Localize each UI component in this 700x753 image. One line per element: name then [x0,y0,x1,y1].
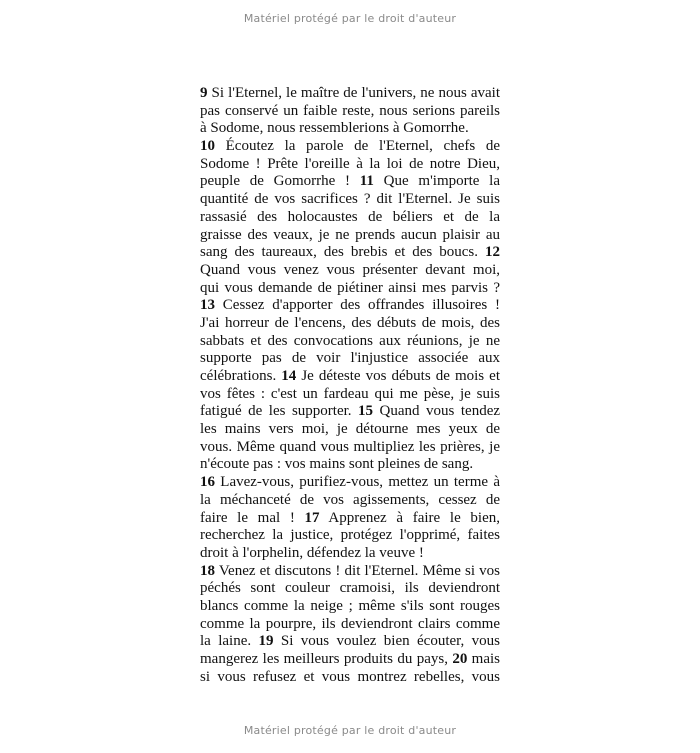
text-line [200,173,500,191]
text-line [200,103,500,121]
verse-text: à Sodome, nous ressemblerions à Gomorrhe. [200,120,469,137]
text-line [200,403,500,421]
verse-text: qui vous demande de piétiner ainsi mes parvis ? [200,279,500,296]
verse-text: Que m'importe la [373,173,500,190]
verse-text: célébrations. [200,368,282,384]
verse-text: Si vous voulez bien écouter, vous [273,633,501,650]
verse-text: la laine. [200,633,259,650]
verse-text: vous. Même quand vous multipliez les prières, je [200,438,500,455]
verse-text: Lavez-vous, purifiez-vous, mettez un terme à [215,474,500,491]
page-body-text [200,85,500,686]
verse-text: Je déteste vos débuts de mois et [296,368,501,384]
verse-text: si vous refusez et vous montrez rebelles, vous [200,668,500,685]
verse-text: Quand vous venez vous présenter devant moi, [200,261,500,278]
verse-text: Apprenez à faire le bien, [319,509,500,526]
text-line [200,368,500,386]
verse-text: sabbats et des convocations aux réunions, je ne [200,332,500,349]
text-line [200,651,500,669]
text-line [200,297,500,315]
text-line [200,315,500,333]
verse-text: quantité de vos sacrifices ? dit l'Eternel. Je suis [200,191,500,208]
verse-text: rassasié des holocaustes de béliers et de la [200,208,500,225]
verse-text: mangerez les meilleurs produits du pays, [200,651,453,667]
verse-text: graisse des veaux, je ne prends aucun plaisir au [200,226,500,243]
verse-number: 17 [304,509,320,526]
verse-text: Venez et discutons ! dit l'Eternel. Même si vos [215,562,500,579]
verse-text: Sodome ! Prête l'oreille à la loi de notre Dieu, [200,155,500,172]
text-line [200,85,500,103]
verse-number: 18 [200,562,215,579]
verse-text: faire le mal ! [200,509,305,526]
verse-text: les mains vers moi, je détourne mes yeux de [200,421,500,438]
text-line [200,156,500,174]
verse-number: 19 [258,633,274,650]
verse-number: 9 [200,85,208,101]
verse-number: 15 [358,403,374,420]
text-line [200,580,500,598]
text-line [200,616,500,634]
text-line [200,138,500,156]
verse-number: 20 [452,651,468,667]
verse-text: droit à l'orphelin, défendez la veuve ! [200,544,424,561]
text-line [200,386,500,404]
verse-number: 10 [200,138,215,155]
verse-text: mais [467,651,500,667]
verse-text: Si l'Eternel, le maître de l'univers, ne nous avait [207,85,500,101]
text-line [200,262,500,280]
verse-text: Écoutez la parole de l'Eternel, chefs de [215,138,500,155]
verse-text: comme la pourpre, ils deviendront clairs comme [200,615,500,632]
text-line [200,492,500,510]
verse-text: J'ai horreur de l'encens, des débuts de mois, des [200,314,500,331]
verse-number: 14 [281,368,297,384]
verse-number: 13 [200,297,215,314]
verse-number: 12 [485,244,500,261]
text-line [200,191,500,209]
text-line [200,439,500,457]
verse-text: Quand vous tendez [373,403,501,420]
text-line [200,545,500,563]
text-line [200,474,500,492]
verse-number: 11 [359,173,374,190]
verse-text: vos fêtes : c'est un fardeau qui me pèse, je suis [200,385,500,402]
verse-text: n'écoute pas : vos mains sont pleines de sang. [200,456,474,473]
verse-text: péchés sont couleur cramoisi, ils deviendront [200,580,500,597]
text-line [200,244,500,262]
text-line [200,333,500,351]
text-line [200,669,500,687]
verse-text: peuple de Gomorrhe ! [200,173,360,190]
copyright-watermark-top: Matériel protégé par le droit d'auteur [243,12,457,25]
text-line [200,280,500,298]
verse-text: la méchanceté de vos agissements, cessez de [200,491,500,508]
copyright-watermark-bottom: Matériel protégé par le droit d'auteur [243,724,457,737]
verse-text: Cessez d'apporter des offrandes illusoires ! [215,297,500,314]
verse-text: fatigué de les supporter. [200,403,359,420]
verse-text: pas conservé un faible reste, nous serions pareils [200,102,500,119]
verse-text: sang des taureaux, des brebis et des boucs. [200,244,485,261]
text-line [200,598,500,616]
text-line [200,421,500,439]
text-line [200,350,500,368]
verse-text: recherchez la justice, protégez l'opprimé, faites [200,527,500,544]
text-line [200,456,500,474]
verse-number: 16 [200,474,215,491]
text-line [200,527,500,545]
text-line [200,633,500,651]
text-line [200,563,500,581]
text-line [200,510,500,528]
verse-text: supporte pas de voir l'injustice associée aux [200,350,500,367]
text-line [200,120,500,138]
verse-text: blancs comme la neige ; même s'ils sont rouges [200,597,500,614]
text-line [200,227,500,245]
text-line [200,209,500,227]
